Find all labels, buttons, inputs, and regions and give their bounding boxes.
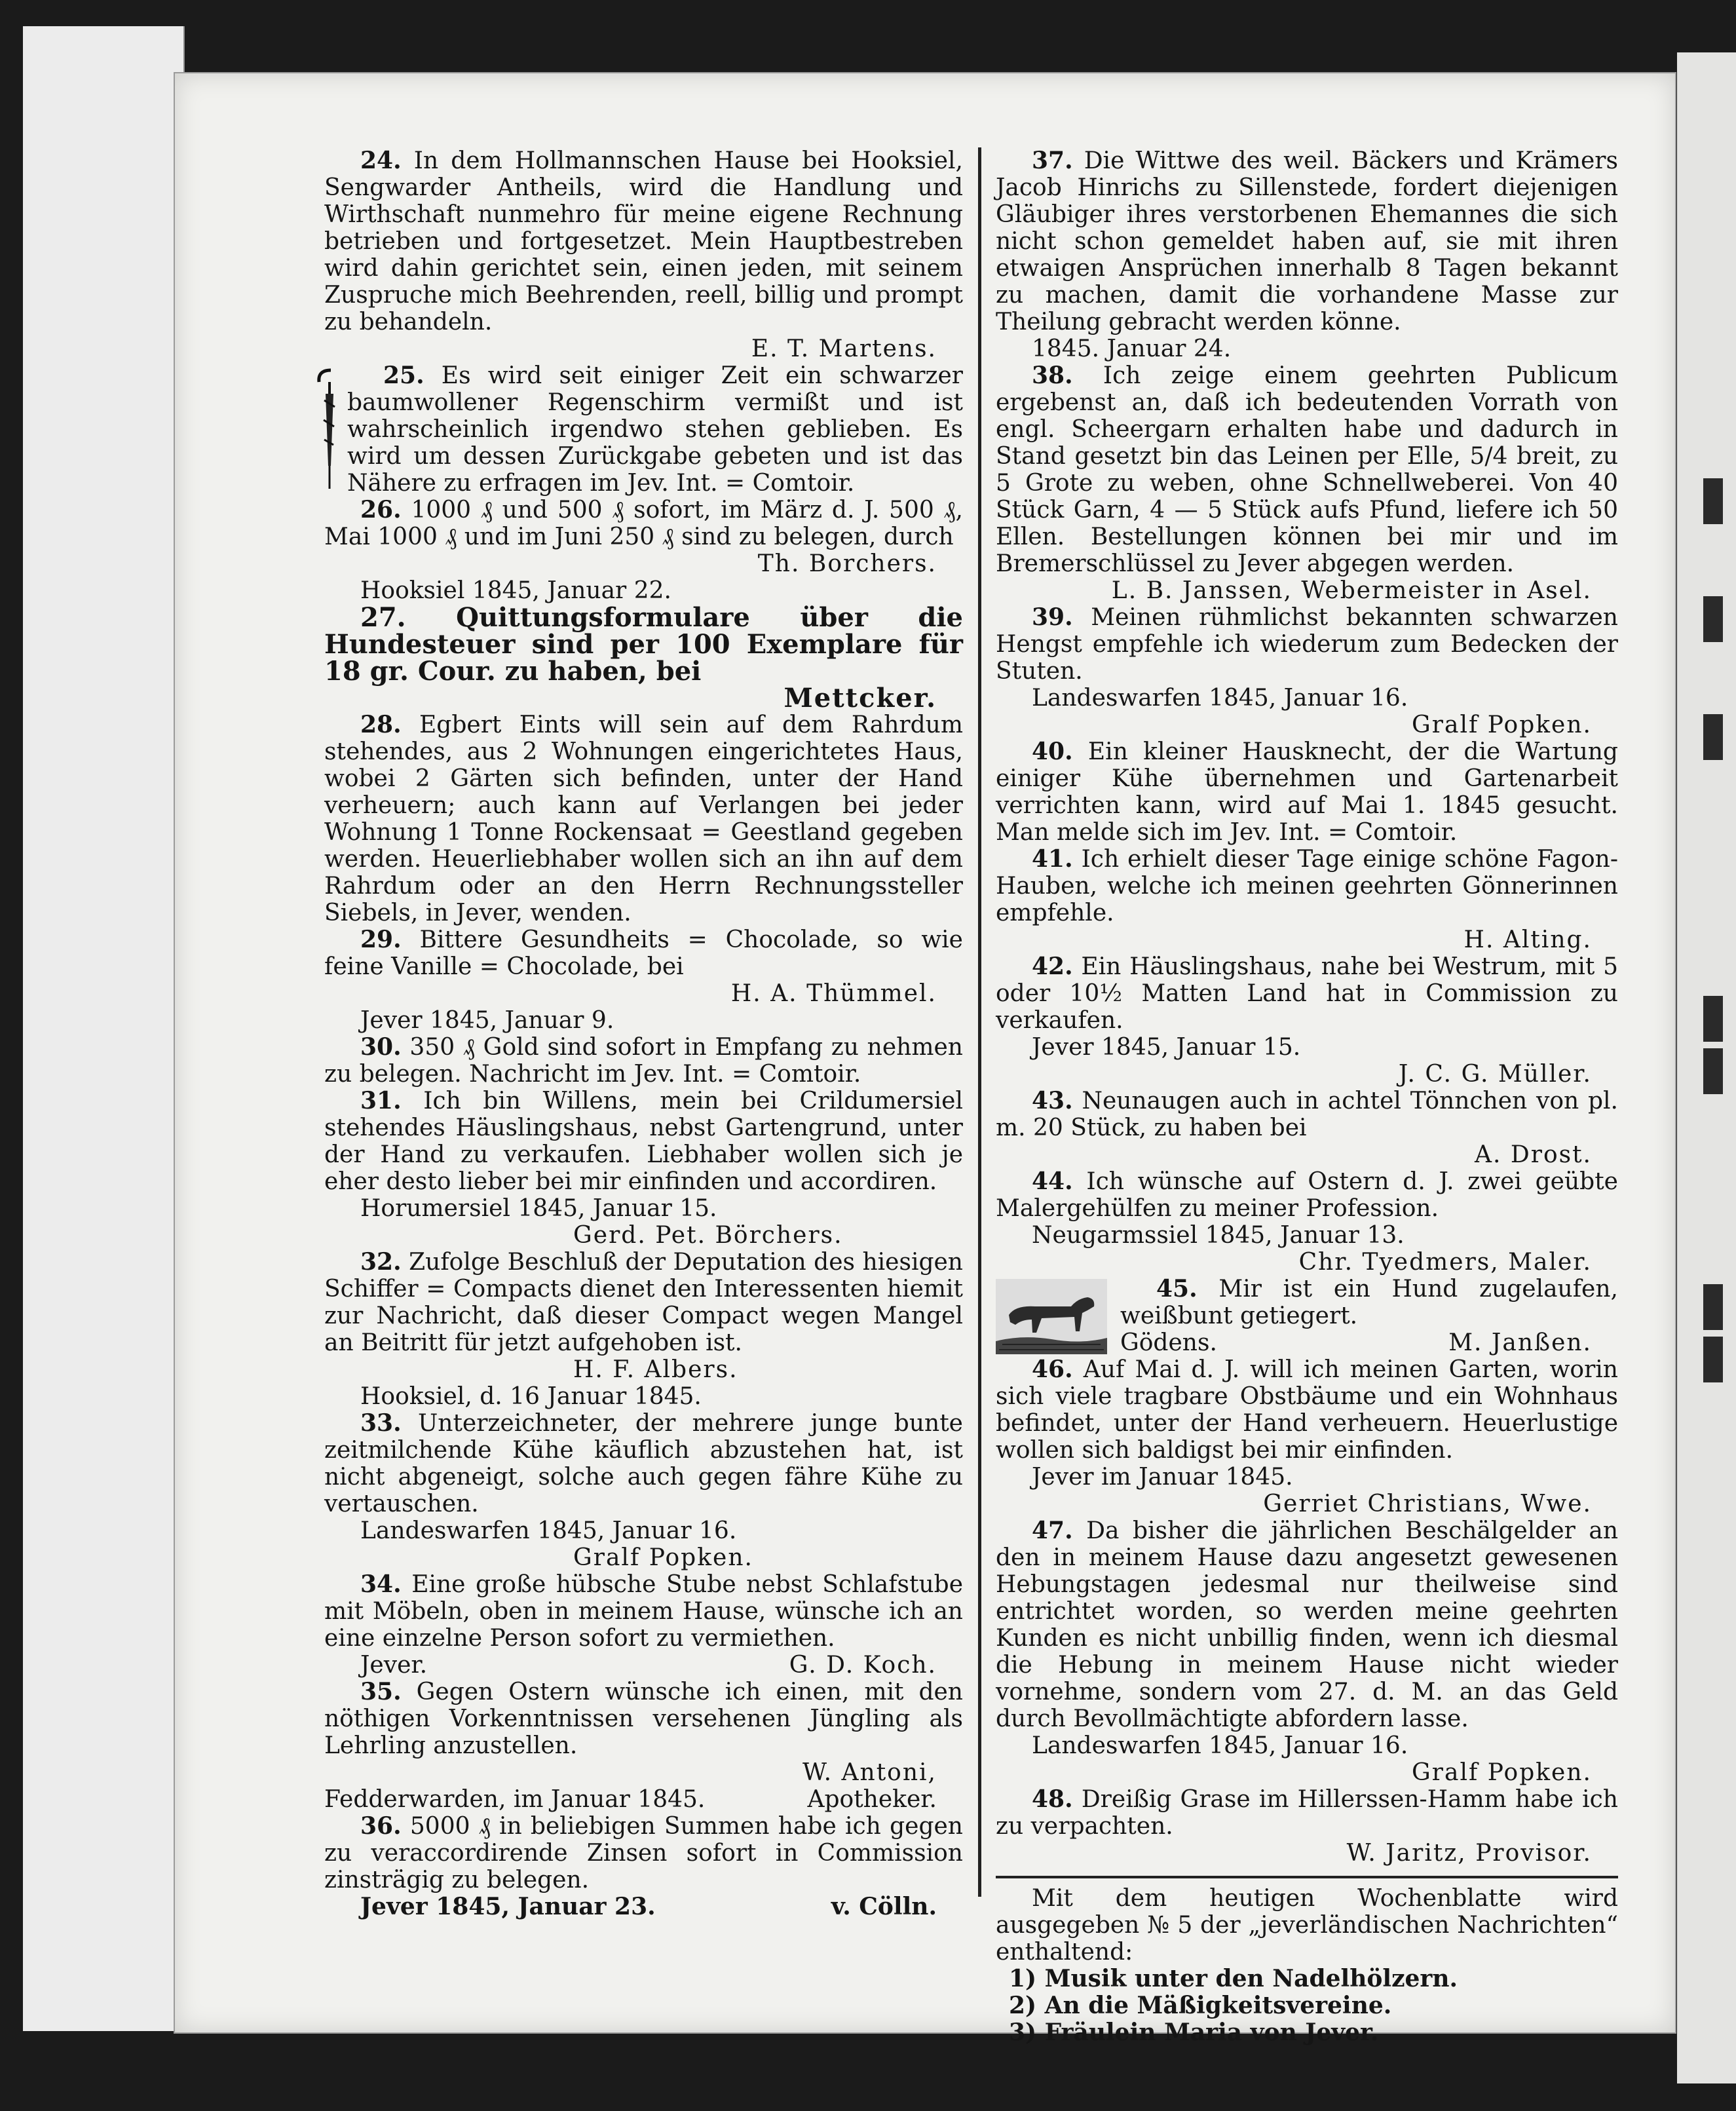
ad-signature: L. B. Janssen, Webermeister in Asel. bbox=[1111, 577, 1592, 604]
ad-place: Jever. bbox=[360, 1652, 428, 1679]
ad-43 bbox=[996, 1088, 1618, 1168]
ad-number: 36. bbox=[360, 1812, 402, 1840]
ad-signature: H. A. Thümmel. bbox=[730, 980, 937, 1007]
ad-text: Egbert Eints will sein auf dem Rahrdum stehendes, aus 2 Wohnungen eingerichtetes Haus, wobei 2 Gärten sich befinden, unter der Hand verheuern; auch kann auf Verlangen bei jeder Wohnung 1 Tonne Rockensaat = Geestland gegeben werden. Heuerliebhaber wollen sich an ihn auf dem Rahrdum oder an den Herrn Rechnungssteller Siebels, in Jever, wenden. bbox=[324, 712, 963, 926]
ad-text: Gegen Ostern wünsche ich einen, mit den nöthigen Vorkenntnissen versehenen Jüngling als Lehrling anzustellen. bbox=[324, 1679, 963, 1759]
ad-date: Landeswarfen 1845, Januar 16. bbox=[1032, 685, 1408, 712]
ad-text: Eine große hübsche Stube nebst Schlafstube mit Möbeln, oben in meinem Hause, wünsche ich an eine einzelne Person sofort zu vermiethen. bbox=[324, 1571, 963, 1652]
ad-number: 40. bbox=[1032, 738, 1073, 765]
ad-number: 44. bbox=[1032, 1168, 1073, 1195]
ad-signature: G. D. Koch. bbox=[789, 1652, 937, 1679]
ad-date: Hooksiel, d. 16 Januar 1845. bbox=[360, 1383, 702, 1410]
ad-number: 41. bbox=[1032, 845, 1073, 873]
ad-text: Quittungsformulare über die Hundesteuer sind per 100 Exemplare für 18 gr. Cour. zu haben, bei bbox=[324, 602, 963, 687]
ad-40 bbox=[996, 738, 1618, 846]
ad-text: Ich erhielt dieser Tage einige schöne Fagon-Hauben, welche ich meinen geehrten Gönnerinnen empfehle. bbox=[996, 846, 1618, 926]
ad-signature: Gerriet Christians, Wwe. bbox=[1263, 1491, 1592, 1517]
dog-icon bbox=[996, 1279, 1107, 1354]
ad-number: 48. bbox=[1032, 1785, 1073, 1813]
ad-36 bbox=[324, 1813, 963, 1920]
ad-number: 28. bbox=[360, 711, 402, 738]
ad-26 bbox=[324, 497, 963, 604]
ad-signature: A. Drost. bbox=[1474, 1141, 1592, 1168]
notice-item: 2) An die Mäßigkeitsvereine. bbox=[1009, 1992, 1392, 2019]
ad-signature: Mettcker. bbox=[783, 683, 937, 713]
ad-signature: W. Antoni, bbox=[802, 1759, 937, 1786]
ad-30 bbox=[324, 1034, 963, 1088]
ad-date: Jever 1845, Januar 15. bbox=[1032, 1034, 1301, 1061]
ad-signature: Gralf Popken. bbox=[1412, 1759, 1592, 1786]
ad-signature: H. Alting. bbox=[1463, 926, 1592, 953]
ad-number: 42. bbox=[1032, 953, 1073, 980]
ad-number: 47. bbox=[1032, 1517, 1073, 1544]
ad-signature: J. C. G. Müller. bbox=[1398, 1061, 1592, 1088]
ad-text: Ich wünsche auf Ostern d. J. zwei geübte Malergehülfen zu meiner Profession. bbox=[996, 1168, 1618, 1222]
notice-intro: Mit dem heutigen Wochenblatte wird ausgegeben № 5 der „jeverländischen Nachrichten“ enthaltend: bbox=[996, 1885, 1618, 1966]
column-rule bbox=[978, 147, 981, 1897]
ad-text: Dreißig Grase im Hillerssen-Hamm habe ich zu verpachten. bbox=[996, 1786, 1618, 1840]
ad-number: 30. bbox=[360, 1033, 402, 1061]
ad-32 bbox=[324, 1249, 963, 1410]
ad-signature: v. Cölln. bbox=[831, 1893, 937, 1920]
ad-46 bbox=[996, 1356, 1618, 1517]
ad-28 bbox=[324, 712, 963, 926]
ad-text: 5000 ₰ in beliebigen Summen habe ich gegen zu veraccordirende Zinsen sofort in Commission zinsträgig zu belegen. bbox=[324, 1813, 963, 1893]
ad-number: 24. bbox=[360, 147, 402, 174]
ad-number: 34. bbox=[360, 1570, 402, 1598]
ad-44 bbox=[996, 1168, 1618, 1276]
ad-number: 39. bbox=[1032, 603, 1073, 631]
ad-25 bbox=[324, 362, 963, 497]
ad-24 bbox=[324, 147, 963, 362]
ad-37 bbox=[996, 147, 1618, 362]
ad-text: Ich zeige einem geehrten Publicum ergebenst an, daß ich bedeutenden Vorrath von engl. Scheergarn erhalten habe und dadurch in Stand gesetzt bin das Leinen per Elle, 5/4 breit, zu 5 Grote zu weben, ohne Schnellweberei. Von 40 Stück Garn, 4 — 5 Stück aufs Pfund, liefere ich 50 Ellen. Bestellungen können bei mir und im Bremerschlüssel zu Jever abgegen werden. bbox=[996, 362, 1618, 577]
ad-signature: W. Jaritz, Provisor. bbox=[1346, 1840, 1592, 1867]
ad-42 bbox=[996, 953, 1618, 1088]
ad-number: 38. bbox=[1032, 362, 1073, 389]
ad-signature: M. Janßen. bbox=[1448, 1329, 1592, 1356]
ad-date: Fedderwarden, im Januar 1845. bbox=[324, 1786, 706, 1813]
notice-item: 3) Fräulein Maria von Jever. bbox=[1009, 2019, 1379, 2046]
ad-text: In dem Hollmannschen Hause bei Hooksiel, Sengwarder Antheils, wird die Handlung und Wirthschaft nunmehro für meine eigene Rechnung betrieben und fortgesetzet. Mein Hauptbestreben wird dahin gerichtet sein, einen jeden, mit seinem Zuspruche mich Beehrenden, reell, billig und prompt zu behandeln. bbox=[324, 147, 963, 335]
ad-29 bbox=[324, 926, 963, 1034]
ad-27 bbox=[324, 604, 963, 712]
ad-41 bbox=[996, 846, 1618, 953]
ad-33 bbox=[324, 1410, 963, 1571]
ad-text: Unterzeichneter, der mehrere junge bunte zeitmilchende Kühe käuflich abzustehen hat, ist nicht abgeneigt, solche auch gegen fähre Kühe zu vertauschen. bbox=[324, 1410, 963, 1517]
ad-number: 46. bbox=[1032, 1356, 1073, 1383]
ad-48 bbox=[996, 1786, 1618, 1867]
left-column bbox=[324, 147, 963, 1920]
ad-date: Landeswarfen 1845, Januar 16. bbox=[1032, 1732, 1408, 1759]
ad-date: Hooksiel 1845, Januar 22. bbox=[360, 577, 671, 604]
ad-text: Auf Mai d. J. will ich meinen Garten, worin sich viele tragbare Obstbäume und ein Wohnhaus befindet, unter der Hand verheuern. Heuerlustige wollen sich baldigst bei mir einfinden. bbox=[996, 1356, 1618, 1464]
ad-date: Neugarmssiel 1845, Januar 13. bbox=[1032, 1222, 1405, 1249]
ad-date: Jever 1845, Januar 9. bbox=[360, 1007, 614, 1034]
ad-signature: Chr. Tyedmers, Maler. bbox=[1298, 1249, 1592, 1276]
ad-text: Meinen rühmlichst bekannten schwarzen Hengst empfehle ich wiederum zum Bedecken der Stuten. bbox=[996, 604, 1618, 685]
ad-47 bbox=[996, 1517, 1618, 1786]
ad-text: Neunaugen auch in achtel Tönnchen von pl. m. 20 Stück, zu haben bei bbox=[996, 1088, 1619, 1141]
right-column bbox=[996, 147, 1618, 2046]
ad-39 bbox=[996, 604, 1618, 738]
ad-date: Jever im Januar 1845. bbox=[1032, 1464, 1293, 1491]
page-edge-stack bbox=[105, 59, 185, 2011]
notice-item: 1) Musik unter den Nadelhölzern. bbox=[1009, 1965, 1458, 1992]
ad-text: 1000 ₰ und 500 ₰ sofort, im März d. J. 500 ₰, Mai 1000 ₰ und im Juni 250 ₰ sind zu belegen, durch bbox=[324, 497, 963, 550]
ad-text: Es wird seit einiger Zeit ein schwarzer baumwollener Regenschirm vermißt und ist wahrscheinlich irgendwo stehen geblieben. Es wird um dessen Zurückgabe gebeten und ist das Nähere zu erfragen im Jev. Int. = Comtoir. bbox=[347, 362, 963, 497]
ad-number: 35. bbox=[360, 1678, 402, 1705]
ad-text: Mir ist ein Hund zugelaufen, weißbunt getiegert. bbox=[1120, 1276, 1618, 1329]
ad-signature: Gerd. Pet. Börchers. bbox=[573, 1222, 843, 1249]
ad-text: Bittere Gesundheits = Chocolade, so wie feine Vanille = Chocolade, bei bbox=[324, 926, 963, 980]
ad-place: Gödens. bbox=[1120, 1329, 1217, 1356]
ad-number: 33. bbox=[360, 1409, 402, 1437]
ad-35 bbox=[324, 1679, 963, 1813]
umbrella-icon bbox=[311, 368, 341, 492]
ad-34 bbox=[324, 1571, 963, 1679]
ad-number: 32. bbox=[360, 1248, 402, 1276]
ad-number: 37. bbox=[1032, 147, 1073, 174]
ad-signature: Th. Borchers. bbox=[757, 550, 937, 577]
ad-number: 29. bbox=[360, 926, 402, 953]
ad-number: 45. bbox=[1156, 1275, 1198, 1303]
ad-text: Da bisher die jährlichen Beschälgelder an den in meinem Hause dazu angesetzt gewesenen Hebungstagen jedesmal nur theilweise sind entrichtet worden, so werden meine geehrten Kunden es nicht unbillig finden, wenn ich diesmal die Hebung in meinem Hause nicht wieder vornehme, sondern vom 27. d. M. an das Geld durch Bevollmächtigte abfordern lasse. bbox=[996, 1517, 1619, 1732]
ad-signature: H. F. Albers. bbox=[573, 1356, 738, 1383]
supplement-notice bbox=[996, 1885, 1618, 2046]
ad-text: Zufolge Beschluß der Deputation des hiesigen Schiffer = Compacts dienet den Interessenten hiemit zur Nachricht, daß dieser Compact wegen Mangel an Beitritt für jetzt aufgehoben ist. bbox=[324, 1249, 963, 1356]
ad-signature: Gralf Popken. bbox=[573, 1544, 753, 1571]
ad-number: 27. bbox=[360, 602, 406, 633]
ad-31 bbox=[324, 1088, 963, 1249]
adjacent-page-strip bbox=[1677, 52, 1736, 2083]
ad-date: Landeswarfen 1845, Januar 16. bbox=[360, 1517, 737, 1544]
ad-signature: Gralf Popken. bbox=[1412, 712, 1592, 738]
ad-signature: E. T. Martens. bbox=[751, 335, 937, 362]
ad-number: 31. bbox=[360, 1087, 402, 1114]
ad-38 bbox=[996, 362, 1618, 604]
ad-text: Ein kleiner Hausknecht, der die Wartung einiger Kühe übernehmen und Gartenarbeit verrichten kann, wird auf Mai 1. 1845 gesucht. Man melde sich im Jev. Int. = Comtoir. bbox=[996, 738, 1618, 846]
ad-date: 1845. Januar 24. bbox=[1032, 335, 1232, 362]
ad-text: Ein Häuslingshaus, nahe bei Westrum, mit 5 oder 10½ Matten Land hat in Commission zu verkaufen. bbox=[996, 953, 1619, 1034]
ad-number: 25. bbox=[383, 362, 425, 389]
section-rule bbox=[996, 1876, 1618, 1878]
ad-45 bbox=[996, 1276, 1618, 1356]
ad-text: 350 ₰ Gold sind sofort in Empfang zu nehmen zu belegen. Nachricht im Jev. Int. = Comtoir. bbox=[324, 1034, 963, 1088]
ad-date: Horumersiel 1845, Januar 15. bbox=[360, 1195, 717, 1222]
ad-date: Jever 1845, Januar 23. bbox=[360, 1893, 656, 1920]
ad-number: 26. bbox=[360, 496, 402, 523]
ad-role: Apotheker. bbox=[807, 1786, 937, 1813]
ad-text: Ich bin Willens, mein bei Crildumersiel stehendes Häuslingshaus, nebst Gartengrund, unter der Hand zu verkaufen. Liebhaber wollen sich je eher desto lieber bei mir einfinden und accordiren. bbox=[324, 1088, 963, 1195]
ad-text: Die Wittwe des weil. Bäckers und Krämers Jacob Hinrichs zu Sillenstede, fordert diejenigen Gläubiger ihres verstorbenen Ehemannes die sich nicht schon gemeldet haben auf, sie mit ihren etwaigen Ansprüchen innerhalb 8 Tagen bekannt zu machen, damit die vorhandene Masse zur Theilung gebracht werden könne. bbox=[996, 147, 1618, 335]
ad-number: 43. bbox=[1032, 1087, 1073, 1114]
